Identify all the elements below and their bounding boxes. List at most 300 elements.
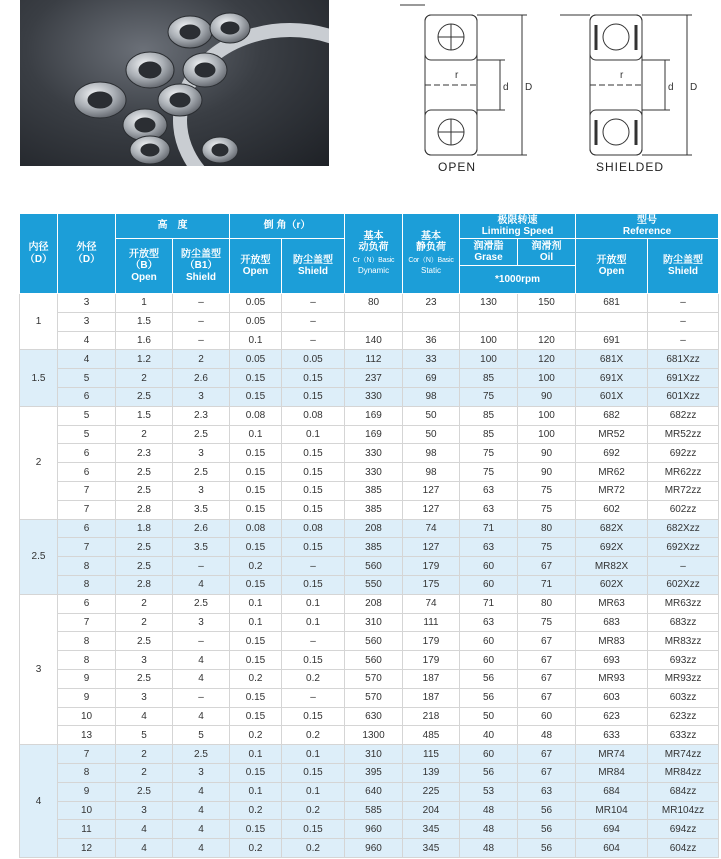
table-cell: 330 (345, 463, 403, 482)
table-cell: 63 (460, 481, 518, 500)
table-cell: 90 (518, 387, 576, 406)
table-cell: 71 (460, 594, 518, 613)
table-cell: 98 (403, 444, 460, 463)
table-cell: 0.15 (282, 463, 345, 482)
diagram-shield-d-label: d (668, 82, 674, 93)
table-cell: 2.5 (116, 538, 173, 557)
table-cell: 90 (518, 444, 576, 463)
header-chamfer-shield: 防尘盖型 Shield (282, 239, 345, 294)
table-cell: 127 (403, 481, 460, 500)
table-cell: 56 (460, 669, 518, 688)
table-cell: 98 (403, 387, 460, 406)
table-cell: 560 (345, 557, 403, 576)
table-cell: 0.15 (230, 820, 282, 839)
table-row (20, 839, 719, 858)
table-cell: 1.5 (116, 406, 173, 425)
table-cell: 5 (58, 425, 116, 444)
table-cell (576, 312, 648, 331)
table-cell: 4 (116, 839, 173, 858)
table-cell: 187 (403, 669, 460, 688)
table-cell: 48 (460, 839, 518, 858)
table-cell: 0.1 (230, 613, 282, 632)
table-cell: 7 (58, 745, 116, 764)
header-chamfer: 倒 角（r） (230, 214, 345, 239)
table-cell: 85 (460, 425, 518, 444)
inner-diameter-cell: 3 (20, 594, 58, 744)
table-cell: 60 (460, 557, 518, 576)
table-cell: 0.15 (282, 763, 345, 782)
table-cell: 2.5 (173, 745, 230, 764)
table-cell: 0.15 (230, 444, 282, 463)
bearings-photo-illustration (20, 0, 329, 166)
table-cell: 75 (518, 613, 576, 632)
table-row (20, 463, 719, 482)
table-cell: – (282, 557, 345, 576)
table-cell: 2 (116, 425, 173, 444)
table-row (20, 331, 719, 350)
table-cell: 169 (345, 425, 403, 444)
table-cell: 960 (345, 839, 403, 858)
table-cell: 2 (116, 369, 173, 388)
cross-section-drawings (360, 0, 721, 180)
table-cell: 75 (518, 481, 576, 500)
table-cell: 2.5 (116, 387, 173, 406)
table-cell: 0.05 (282, 350, 345, 369)
table-cell: 63 (460, 613, 518, 632)
table-cell: 2.5 (173, 594, 230, 613)
table-cell: 2.3 (116, 444, 173, 463)
table-cell: – (282, 331, 345, 350)
table-cell: 5 (58, 369, 116, 388)
table-cell: 60 (518, 707, 576, 726)
table-cell: 8 (58, 557, 116, 576)
table-cell: 684 (576, 782, 648, 801)
table-cell: 0.15 (282, 369, 345, 388)
table-cell: 692Xzz (648, 538, 719, 557)
table-cell: MR72 (576, 481, 648, 500)
table-cell: 0.15 (282, 538, 345, 557)
diagram-shield-D-label: D (690, 82, 698, 93)
inner-diameter-cell: 2.5 (20, 519, 58, 594)
table-cell: – (648, 331, 719, 350)
table-cell: 98 (403, 463, 460, 482)
table-cell: 633zz (648, 726, 719, 745)
table-cell: 623 (576, 707, 648, 726)
table-cell: 5 (173, 726, 230, 745)
table-cell: MR63 (576, 594, 648, 613)
table-cell: 310 (345, 745, 403, 764)
table-row (20, 500, 719, 519)
table-cell: 2.5 (116, 463, 173, 482)
table-cell: 330 (345, 387, 403, 406)
table-cell: 2 (116, 613, 173, 632)
table-cell: 33 (403, 350, 460, 369)
table-cell: 1300 (345, 726, 403, 745)
table-cell (403, 312, 460, 331)
table-cell: 0.1 (282, 782, 345, 801)
inner-diameter-cell: 2 (20, 406, 58, 519)
table-cell: 3 (173, 387, 230, 406)
table-cell: 385 (345, 538, 403, 557)
table-cell: MR83 (576, 632, 648, 651)
table-cell: 139 (403, 763, 460, 782)
table-cell: 53 (460, 782, 518, 801)
table-cell: 2.6 (173, 519, 230, 538)
table-cell: 4 (173, 782, 230, 801)
table-cell: 693zz (648, 651, 719, 670)
table-cell: 602 (576, 500, 648, 519)
diagram-shielded-label: SHIELDED (596, 160, 665, 174)
table-cell: 63 (518, 782, 576, 801)
table-cell: 187 (403, 688, 460, 707)
table-cell: 2.5 (116, 632, 173, 651)
table-cell: 75 (518, 538, 576, 557)
table-cell: – (648, 312, 719, 331)
table-cell: 4 (173, 575, 230, 594)
table-cell: 4 (58, 331, 116, 350)
table-cell: 111 (403, 613, 460, 632)
table-cell: 60 (460, 745, 518, 764)
inner-diameter-cell: 1 (20, 294, 58, 350)
table-cell: 36 (403, 331, 460, 350)
diagram-shield-r-label: r (620, 70, 624, 81)
table-cell: 169 (345, 406, 403, 425)
table-cell: 218 (403, 707, 460, 726)
table-cell: 2.5 (173, 425, 230, 444)
table-cell: 50 (460, 707, 518, 726)
diagram-open-label: OPEN (438, 160, 477, 174)
table-cell: 0.15 (282, 820, 345, 839)
table-cell: 67 (518, 669, 576, 688)
table-cell: 0.15 (282, 575, 345, 594)
table-cell: 67 (518, 688, 576, 707)
table-cell: 237 (345, 369, 403, 388)
table-cell: 2.5 (116, 782, 173, 801)
table-cell: 0.05 (230, 294, 282, 313)
table-cell: 67 (518, 763, 576, 782)
table-cell: 71 (518, 575, 576, 594)
table-cell: 0.1 (230, 745, 282, 764)
table-cell: 2.5 (116, 669, 173, 688)
table-cell: 75 (518, 500, 576, 519)
table-cell: 63 (460, 538, 518, 557)
table-cell: 100 (460, 350, 518, 369)
diagram-open-D-label: D (525, 82, 533, 93)
table-cell: – (173, 632, 230, 651)
table-cell: 9 (58, 782, 116, 801)
table-cell: 48 (460, 820, 518, 839)
table-row (20, 294, 719, 313)
table-cell: 604 (576, 839, 648, 858)
table-cell: 683 (576, 613, 648, 632)
table-cell: MR62 (576, 463, 648, 482)
table-cell: 0.15 (282, 387, 345, 406)
table-cell: – (173, 331, 230, 350)
table-cell: 0.08 (230, 519, 282, 538)
table-cell: 3 (173, 763, 230, 782)
table-cell: 603zz (648, 688, 719, 707)
header-dynamic-load: 基本 动负荷 Cr（N）Basic Dynamic (345, 214, 403, 294)
table-cell: 0.08 (282, 519, 345, 538)
table-cell: 3 (58, 294, 116, 313)
table-cell: 0.15 (230, 500, 282, 519)
table-cell: 681 (576, 294, 648, 313)
table-cell: – (282, 632, 345, 651)
table-cell: 67 (518, 557, 576, 576)
table-cell: 2.5 (116, 557, 173, 576)
header-outer-diameter: 外径 （D） (58, 214, 116, 294)
table-cell: 7 (58, 538, 116, 557)
table-cell: 585 (345, 801, 403, 820)
table-cell: 13 (58, 726, 116, 745)
table-cell: 0.05 (230, 312, 282, 331)
table-row (20, 613, 719, 632)
table-cell: 0.1 (282, 613, 345, 632)
table-cell: 693 (576, 651, 648, 670)
table-cell: 179 (403, 557, 460, 576)
table-row (20, 387, 719, 406)
table-body (20, 294, 719, 858)
table-cell: MR84zz (648, 763, 719, 782)
table-cell: – (648, 557, 719, 576)
table-cell: 633 (576, 726, 648, 745)
table-cell: 120 (518, 331, 576, 350)
table-cell: – (173, 688, 230, 707)
table-cell: MR72zz (648, 481, 719, 500)
table-cell: 3 (173, 613, 230, 632)
table-row (20, 557, 719, 576)
table-cell: – (173, 294, 230, 313)
header-grease: 润滑脂 Grase (460, 239, 518, 266)
table-cell: 0.15 (230, 387, 282, 406)
table-cell: 11 (58, 820, 116, 839)
table-cell: 385 (345, 500, 403, 519)
table-cell: 56 (518, 801, 576, 820)
table-cell: 682X (576, 519, 648, 538)
table-cell: 603 (576, 688, 648, 707)
table-cell: 204 (403, 801, 460, 820)
table-cell: 0.15 (230, 369, 282, 388)
table-row (20, 782, 719, 801)
table-row (20, 425, 719, 444)
table-cell: 225 (403, 782, 460, 801)
table-cell: 682Xzz (648, 519, 719, 538)
table-cell: 550 (345, 575, 403, 594)
table-cell: 2.8 (116, 575, 173, 594)
table-cell: 208 (345, 594, 403, 613)
table-cell: 48 (518, 726, 576, 745)
table-cell: 691Xzz (648, 369, 719, 388)
table-cell: 1 (116, 294, 173, 313)
table-cell: 3 (58, 312, 116, 331)
table-row (20, 575, 719, 594)
table-cell: 8 (58, 763, 116, 782)
table-row (20, 312, 719, 331)
table-cell: 3 (173, 481, 230, 500)
table-cell: 56 (518, 839, 576, 858)
table-cell: MR82X (576, 557, 648, 576)
table-cell: 4 (173, 839, 230, 858)
table-cell: 10 (58, 707, 116, 726)
header-reference: 型号 Reference (576, 214, 719, 239)
table-cell: MR63zz (648, 594, 719, 613)
table-cell: 0.15 (282, 500, 345, 519)
table-cell: 0.2 (282, 726, 345, 745)
table-cell: 692X (576, 538, 648, 557)
table-cell: 0.2 (282, 801, 345, 820)
table-row (20, 726, 719, 745)
table-row (20, 350, 719, 369)
table-cell: 85 (460, 369, 518, 388)
table-cell: 2.5 (116, 481, 173, 500)
table-cell: 6 (58, 519, 116, 538)
table-cell: 4 (173, 820, 230, 839)
table-cell: 112 (345, 350, 403, 369)
table-cell: 71 (460, 519, 518, 538)
table-cell: 12 (58, 839, 116, 858)
table-cell: 345 (403, 839, 460, 858)
table-cell: 684zz (648, 782, 719, 801)
table-row (20, 688, 719, 707)
table-cell: 682zz (648, 406, 719, 425)
table-cell: 7 (58, 481, 116, 500)
table-cell: 0.2 (282, 669, 345, 688)
table-cell: 0.2 (230, 726, 282, 745)
table-cell: 0.15 (282, 651, 345, 670)
table-cell: 8 (58, 575, 116, 594)
table-cell: 682 (576, 406, 648, 425)
table-cell: 7 (58, 500, 116, 519)
table-cell: 4 (116, 820, 173, 839)
table-cell: 4 (173, 707, 230, 726)
table-cell: 60 (460, 575, 518, 594)
table-cell: 2 (116, 763, 173, 782)
table-cell: 0.15 (230, 763, 282, 782)
table-cell: 7 (58, 613, 116, 632)
table-cell: 10 (58, 801, 116, 820)
table-cell: 1.5 (116, 312, 173, 331)
inner-diameter-cell: 4 (20, 745, 58, 858)
header-ref-shield: 防尘盖型 Shield (648, 239, 719, 294)
header-width-open: 开放型 （B） Open (116, 239, 173, 294)
header-oil: 润滑剂 Oil (518, 239, 576, 266)
table-cell: 90 (518, 463, 576, 482)
diagram-open-d-label: d (503, 82, 509, 93)
table-cell: 0.15 (230, 481, 282, 500)
table-cell: MR52zz (648, 425, 719, 444)
table-cell: 0.05 (230, 350, 282, 369)
table-cell: 80 (345, 294, 403, 313)
table-cell: 8 (58, 651, 116, 670)
bearings-photo (20, 0, 329, 166)
header-rpm-unit: *1000rpm (460, 266, 576, 294)
table-row (20, 444, 719, 463)
table-cell: 50 (403, 406, 460, 425)
table-cell: 67 (518, 651, 576, 670)
inner-diameter-cell: 1.5 (20, 350, 58, 406)
table-cell: 100 (518, 425, 576, 444)
table-cell: 692 (576, 444, 648, 463)
table-cell: 3 (116, 801, 173, 820)
table-cell: 100 (518, 406, 576, 425)
table-cell: 0.1 (230, 782, 282, 801)
table-cell: 2.6 (173, 369, 230, 388)
table-row (20, 632, 719, 651)
header-ref-open: 开放型 Open (576, 239, 648, 294)
table-cell: 0.2 (230, 669, 282, 688)
table-cell: 4 (173, 801, 230, 820)
table-cell: 0.1 (282, 425, 345, 444)
table-row (20, 538, 719, 557)
table-cell: 0.15 (282, 707, 345, 726)
table-cell: 2 (173, 350, 230, 369)
table-cell: MR74 (576, 745, 648, 764)
table-cell: 9 (58, 669, 116, 688)
table-cell: MR62zz (648, 463, 719, 482)
table-cell: 694zz (648, 820, 719, 839)
table-cell: 80 (518, 594, 576, 613)
table-cell: 1.6 (116, 331, 173, 350)
table-cell: 3 (116, 651, 173, 670)
table-cell: 67 (518, 745, 576, 764)
table-cell: 691 (576, 331, 648, 350)
table-cell: 6 (58, 444, 116, 463)
table-cell: 2 (116, 745, 173, 764)
table-cell: MR104 (576, 801, 648, 820)
table-cell: 3 (173, 444, 230, 463)
table-cell: 560 (345, 651, 403, 670)
table-cell: 0.15 (230, 651, 282, 670)
table-cell: 74 (403, 594, 460, 613)
table-row (20, 763, 719, 782)
table-cell: 1.2 (116, 350, 173, 369)
table-cell: 570 (345, 688, 403, 707)
table-cell: 130 (460, 294, 518, 313)
table-row (20, 406, 719, 425)
table-cell: 2.8 (116, 500, 173, 519)
table-cell: 140 (345, 331, 403, 350)
table-cell: 85 (460, 406, 518, 425)
table-cell: 602X (576, 575, 648, 594)
table-cell: 0.15 (230, 575, 282, 594)
table-cell: 4 (116, 707, 173, 726)
table-cell: 601Xzz (648, 387, 719, 406)
table-cell: 69 (403, 369, 460, 388)
diagram-open-r-label: r (455, 70, 459, 81)
table-cell: 0.2 (230, 557, 282, 576)
table-cell: 0.15 (282, 444, 345, 463)
table-cell: 175 (403, 575, 460, 594)
table-cell: 56 (518, 820, 576, 839)
table-cell: 0.1 (230, 594, 282, 613)
table-cell: 5 (58, 406, 116, 425)
table-cell: 630 (345, 707, 403, 726)
table-cell: 5 (116, 726, 173, 745)
table-cell: MR83zz (648, 632, 719, 651)
table-cell: 208 (345, 519, 403, 538)
table-cell: – (648, 294, 719, 313)
table-cell: 75 (460, 463, 518, 482)
table-cell: 0.2 (230, 801, 282, 820)
table-cell: 100 (460, 331, 518, 350)
table-cell (518, 312, 576, 331)
table-cell: 960 (345, 820, 403, 839)
table-cell: 80 (518, 519, 576, 538)
table-cell: 0.1 (282, 745, 345, 764)
table-cell: 485 (403, 726, 460, 745)
table-cell: 75 (460, 444, 518, 463)
table-cell: MR93zz (648, 669, 719, 688)
